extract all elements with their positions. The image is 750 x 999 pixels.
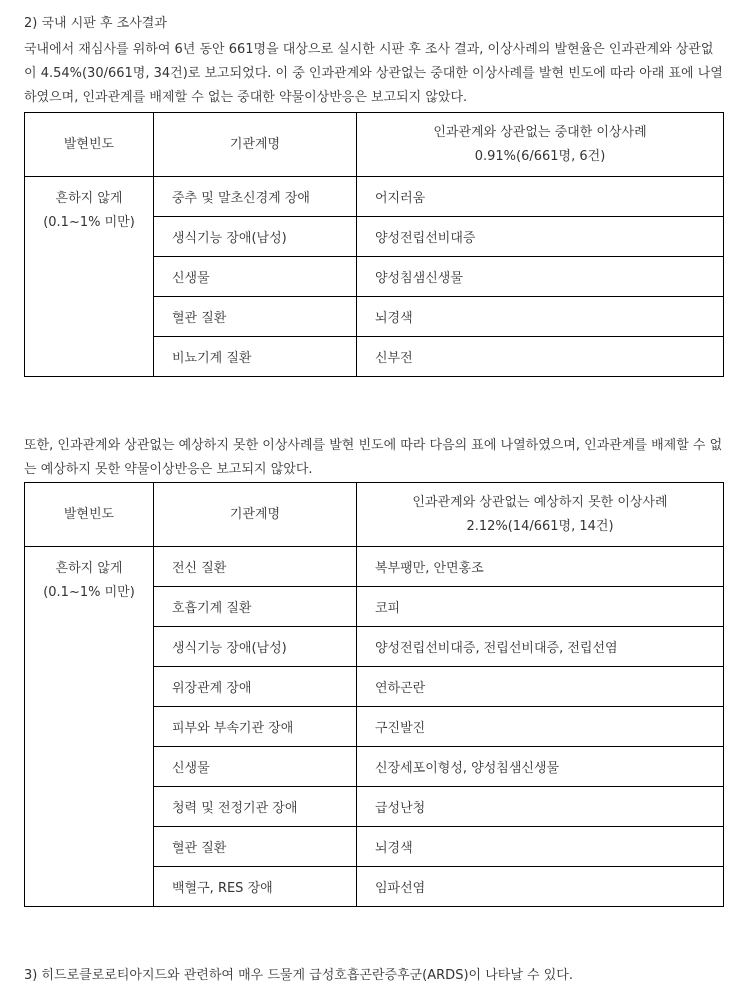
event-cell: 코피 [357, 587, 724, 627]
table-row [25, 177, 724, 217]
organ-cell: 전신 질환 [154, 547, 357, 587]
event-cell: 급성난청 [357, 787, 724, 827]
header-adverse-event [357, 483, 724, 547]
intro-paragraph: 국내에서 재심사를 위하여 6년 동안 661명을 대상으로 실시한 시판 후 조사 결과, 이상사례의 발현율은 인과관계와 상관없이 4.54%(30/661명, 34건)로 보고되었다. 이 중 인과관계와 상관없는 중대한 이상사례를 발현 빈도에 따라 아래 표에 나열하였으며, 인과관계를 배제할 수 없는 중대한 약물이상반응은 보고되지 않았다. [24, 42, 723, 105]
header-frequency: 발현빈도 [25, 113, 154, 177]
organ-cell: 생식기능 장애(남성) [154, 627, 357, 667]
header-organ-system: 기관계명 [154, 483, 357, 547]
table-row [25, 547, 724, 587]
event-cell: 임파선염 [357, 867, 724, 907]
header-event-title: 인과관계와 상관없는 예상하지 못한 이상사례 [412, 494, 668, 510]
organ-cell: 피부와 부속기관 장애 [154, 707, 357, 747]
frequency-label: 흔하지 않게 [55, 561, 123, 576]
event-cell: 복부팽만, 안면홍조 [357, 547, 724, 587]
frequency-cell [25, 547, 154, 907]
organ-cell: 혈관 질환 [154, 827, 357, 867]
event-cell: 뇌경색 [357, 297, 724, 337]
header-adverse-event [357, 113, 724, 177]
second-paragraph: 또한, 인과관계와 상관없는 예상하지 못한 이상사례를 발현 빈도에 따라 다음의 표에 나열하였으며, 인과관계를 배제할 수 없는 예상하지 못한 약물이상반응은 보고되지 않았다. [24, 438, 723, 477]
organ-cell: 청력 및 전정기관 장애 [154, 787, 357, 827]
event-cell: 양성침샘신생물 [357, 257, 724, 297]
organ-cell: 혈관 질환 [154, 297, 357, 337]
event-cell: 연하곤란 [357, 667, 724, 707]
organ-cell: 백혈구, RES 장애 [154, 867, 357, 907]
event-cell: 어지러움 [357, 177, 724, 217]
event-cell: 양성전립선비대증 [357, 217, 724, 257]
organ-cell: 위장관계 장애 [154, 667, 357, 707]
event-cell: 양성전립선비대증, 전립선비대증, 전립선염 [357, 627, 724, 667]
serious-adverse-events-table [24, 112, 724, 377]
section3-heading: 3) 히드로클로로티아지드와 관련하여 매우 드물게 급성호흡곤란증후군(ARDS)이 나타날 수 있다. [24, 968, 573, 983]
event-cell: 신부전 [357, 337, 724, 377]
frequency-range: (0.1~1% 미만) [43, 585, 135, 600]
unexpected-adverse-events-table [24, 482, 724, 907]
organ-cell: 생식기능 장애(남성) [154, 217, 357, 257]
header-organ-system: 기관계명 [154, 113, 357, 177]
event-cell: 신장세포이형성, 양성침샘신생물 [357, 747, 724, 787]
header-event-rate: 2.12%(14/661명, 14건) [466, 518, 614, 534]
frequency-cell [25, 177, 154, 377]
event-cell: 구진발진 [357, 707, 724, 747]
organ-cell: 중추 및 말초신경계 장애 [154, 177, 357, 217]
organ-cell: 신생물 [154, 257, 357, 297]
organ-cell: 신생물 [154, 747, 357, 787]
header-event-title: 인과관계와 상관없는 중대한 이상사례 [433, 124, 647, 140]
event-cell: 뇌경색 [357, 827, 724, 867]
section-heading: 2) 국내 시판 후 조사결과 [24, 16, 167, 31]
organ-cell: 호흡기계 질환 [154, 587, 357, 627]
frequency-range: (0.1~1% 미만) [43, 215, 135, 230]
header-event-rate: 0.91%(6/661명, 6건) [474, 148, 606, 164]
organ-cell: 비뇨기계 질환 [154, 337, 357, 377]
frequency-label: 흔하지 않게 [55, 191, 123, 206]
header-frequency: 발현빈도 [25, 483, 154, 547]
